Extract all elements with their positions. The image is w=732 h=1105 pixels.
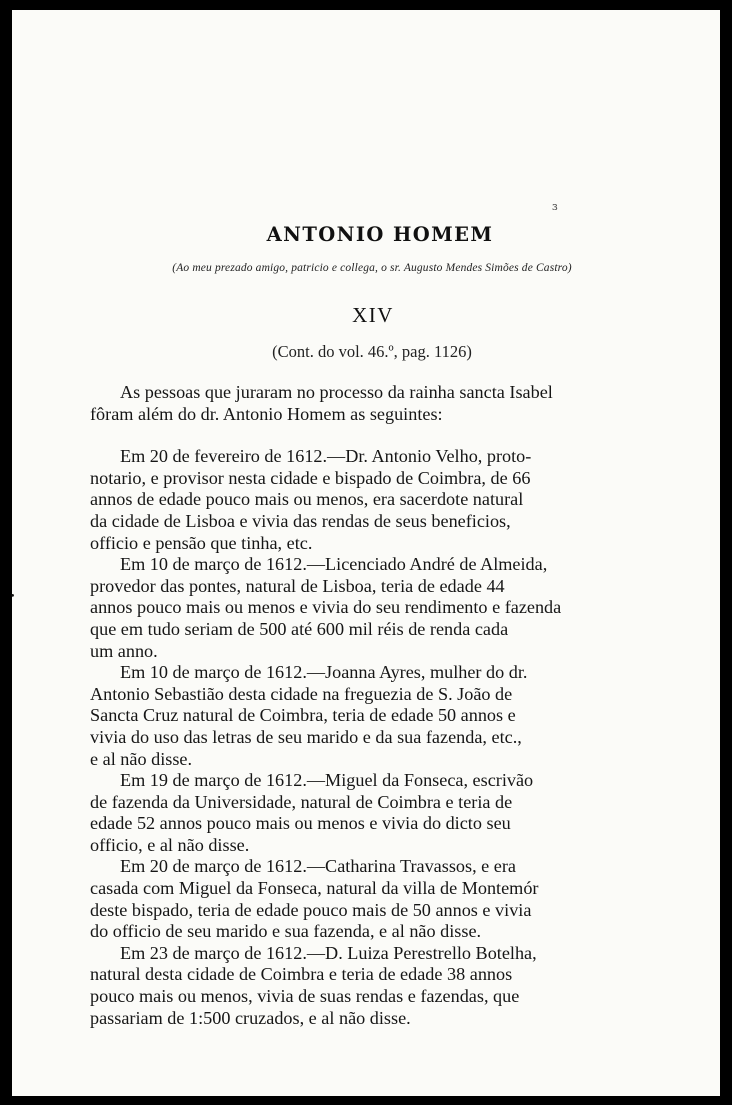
testimony-paragraph: Em 10 de março de 1612.—Joanna Ayres, mulher do dr. Antonio Sebastião desta cidade na freguezia de S. João de Sancta Cruz natural de Coimbra, teria de edade 50 annos e vivia do uso das letras de seu marido e da sua fazenda, etc., e al não disse.: [90, 662, 528, 769]
ink-speck: ɜ: [552, 200, 558, 213]
testimony-paragraph: Em 19 de março de 1612.—Miguel da Fonseca, escrivão de fazenda da Universidade, natural de Coimbra e teria de edade 52 annos pouco mais ou menos e vivia do dicto seu officio, e al não disse.: [90, 770, 534, 855]
testimony-paragraph: Em 20 de fevereiro de 1612.—Dr. Antonio Velho, proto- notario, e provisor nesta cidade e bispado de Coimbra, de 66 annos de edade pouco mais ou menos, era sacerdote natural da cidade de Lisboa e vivia das rendas de seus beneficios, officio e pensão que tinha, etc.: [90, 446, 532, 553]
intro-paragraph: As pessoas que juraram no processo da rainha sancta Isabel fôram além do dr. Antonio Homem as seguintes:: [90, 382, 553, 424]
scanned-page: [12, 10, 720, 1096]
article-body: [90, 382, 575, 1029]
chapter-number: XIV: [352, 303, 394, 327]
testimony-paragraph: Em 20 de março de 1612.—Catharina Travassos, e era casada com Miguel da Fonseca, natural da villa de Montemór deste bispado, teria de edade pouco mais de 50 annos e vivia do officio de seu marido e sua fazenda, e al não disse.: [90, 856, 539, 942]
dedication-line: (Ao meu prezado amigo, patricio e collega, o sr. Augusto Mendes Simões de Castro): [172, 262, 572, 274]
article-title: ANTONIO HOMEM: [266, 223, 494, 246]
margin-dot: •: [10, 592, 16, 602]
testimony-paragraph: Em 10 de março de 1612.—Licenciado André de Almeida, provedor das pontes, natural de Lisboa, teria de edade 44 annos pouco mais ou menos e vivia do seu rendimento e fazenda que em tudo seriam de 500 até 600 mil réis de renda cada um anno.: [90, 554, 562, 661]
continuation-note: (Cont. do vol. 46.º, pag. 1126): [272, 342, 472, 361]
testimony-paragraph: Em 23 de março de 1612.—D. Luiza Perestrello Botelha, natural desta cidade de Coimbra e teria de edade 38 annos pouco mais ou menos, vivia de suas rendas e fazendas, que passariam de 1:500 cruzados, e al não disse.: [90, 942, 537, 1028]
